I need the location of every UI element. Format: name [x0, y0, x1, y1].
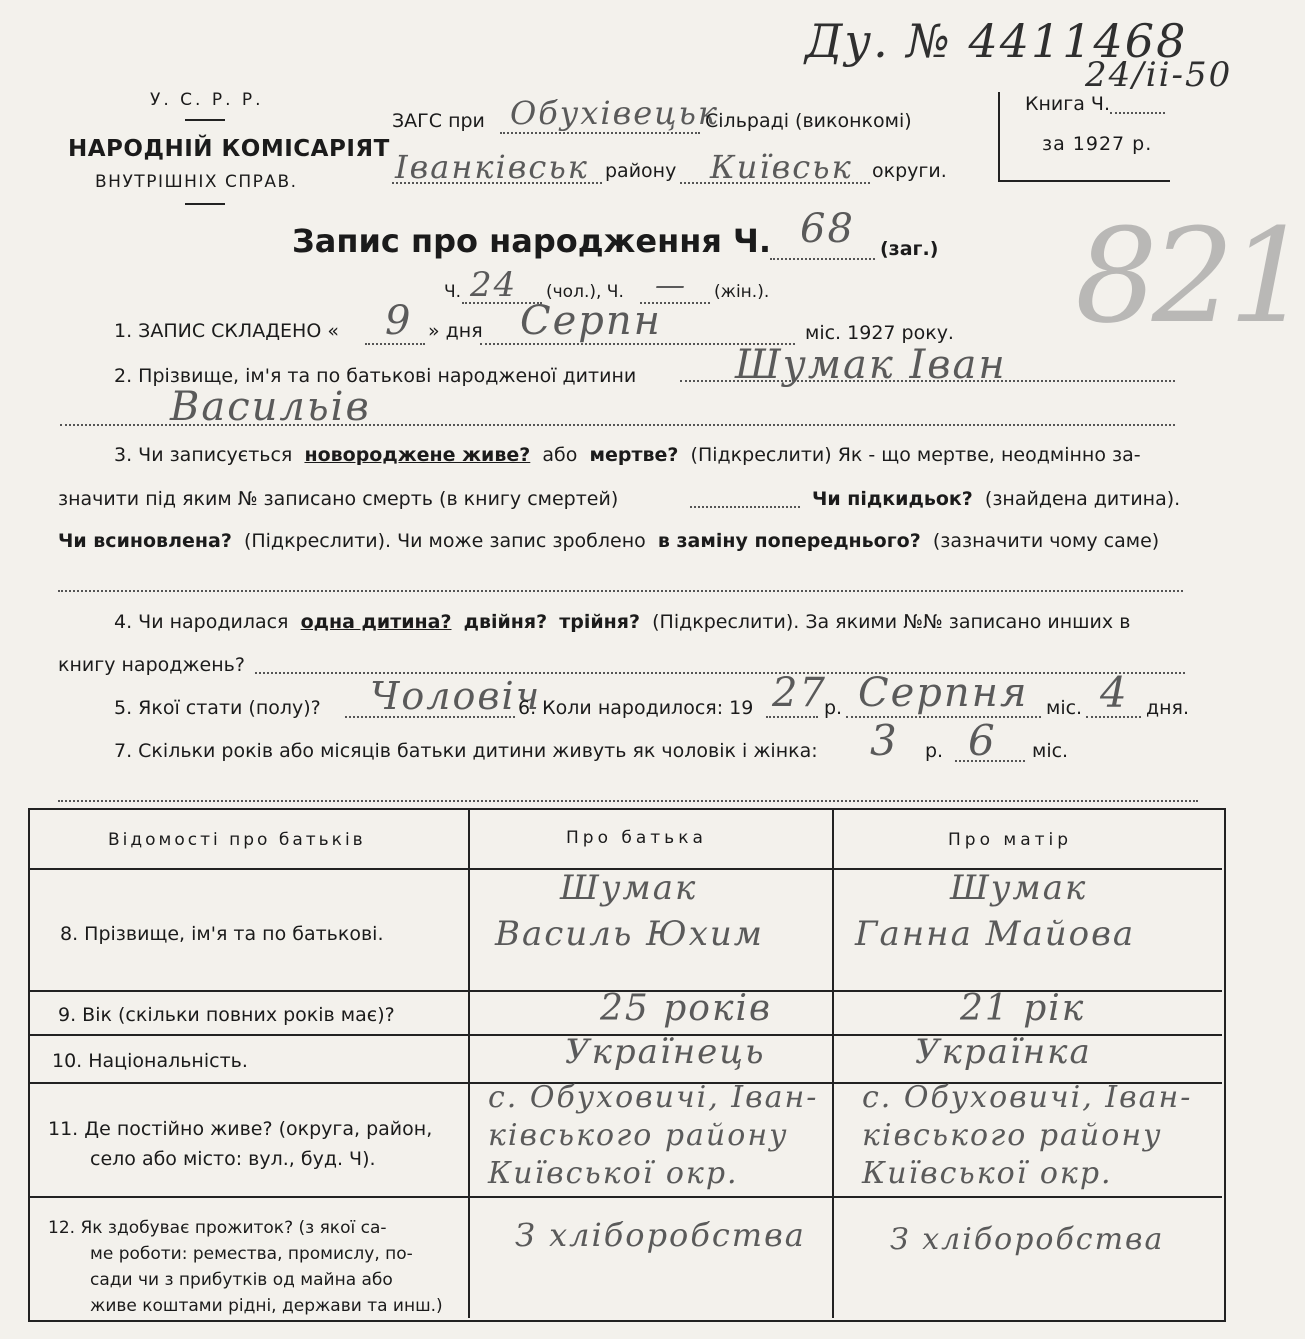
item4-q: 4. Чи народилася: [114, 611, 289, 633]
item1-year: міс. 1927 року.: [805, 322, 954, 344]
item6-label: 6. Коли народилося: 19: [518, 697, 754, 719]
mother-age-hw: 21 рік: [960, 988, 1086, 1029]
father-surname-hw: Шумак: [560, 868, 698, 908]
item3-note: (Підкреслити) Як - що мертве, неодмінно за-: [690, 444, 1141, 466]
item7-mis: міс.: [1032, 740, 1069, 762]
zags-rayon-label: району: [605, 160, 677, 182]
mother-residence-2-hw: ківського району: [862, 1118, 1163, 1153]
item1-month-hw: Серпн: [520, 298, 662, 344]
item1-day-hw: 9: [385, 298, 413, 344]
record-number-hw: 68: [800, 206, 855, 252]
item6-day-hw: 4: [1100, 668, 1129, 717]
item1-day-label: » дня: [428, 320, 483, 342]
book-year: за 1927 р.: [1042, 133, 1153, 155]
father-nationality-hw: Українець: [565, 1032, 766, 1072]
item5-label: 5. Якої стати (полу)?: [114, 697, 321, 719]
item3-death-ref: значити під яким № записано смерть (в книгу смертей): [58, 488, 619, 510]
zags-village-hw: Обухівецьк: [510, 94, 720, 132]
mother-nationality-hw: Українка: [915, 1032, 1092, 1072]
item3-or: або: [542, 444, 578, 466]
divider: [185, 203, 225, 205]
item3-found-note: (знайдена дитина).: [984, 488, 1181, 510]
row8-label: 8. Прізвище, ім'я та по батькові.: [60, 923, 384, 945]
item4-twins: двійня?: [463, 611, 548, 633]
female-label: (жін.).: [714, 282, 770, 302]
divider: [185, 119, 225, 121]
commissariat-subtitle: ВНУТРІШНІХ СПРАВ.: [95, 172, 298, 192]
zags-okruh-hw: Київськ: [710, 148, 853, 186]
row11-label-2: село або місто: вул., буд. Ч).: [90, 1148, 376, 1170]
child-patronymic-hw: Васильів: [170, 384, 371, 430]
commissariat-title: НАРОДНІЙ КОМІСАРІЯТ: [68, 136, 390, 162]
zags-prefix: ЗАГС при: [392, 110, 485, 132]
mother-residence-3-hw: Київської окр.: [862, 1156, 1113, 1191]
item4-note: (Підкреслити). За якими №№ записано инших в: [652, 611, 1131, 633]
father-residence-3-hw: Київської окр.: [488, 1156, 739, 1191]
item4-single: одна дитина?: [300, 611, 452, 633]
female-number-hw: —: [655, 268, 687, 303]
male-number-hw: 24: [470, 265, 518, 305]
row10-label: 10. Національність.: [52, 1050, 248, 1072]
item6-year-hw: 27: [772, 670, 827, 716]
item7-label: 7. Скільки років або місяців батьки дитини живуть як чоловік і жінка:: [114, 740, 818, 762]
row12-label-4: живе коштами рідні, держави та инш.): [90, 1296, 443, 1316]
zags-council-label: Сільраді (виконкомі): [705, 110, 912, 132]
father-age-hw: 25 років: [600, 988, 772, 1029]
child-name-hw: Шумак Іван: [735, 342, 1007, 388]
row11-label-1: 11. Де постійно живе? (округа, район,: [48, 1118, 433, 1140]
father-occupation-hw: З хліборобства: [515, 1216, 806, 1254]
item3-replace-q: (Підкреслити). Чи може запис зроблено: [243, 530, 646, 552]
mother-name-hw: Ганна Майова: [855, 914, 1136, 954]
zags-okruh-label: округи.: [872, 160, 947, 182]
item7-months-hw: 6: [968, 716, 997, 765]
table-header-mother: Про матір: [948, 830, 1073, 850]
row9-label: 9. Вік (скільки повних років має)?: [58, 1004, 395, 1026]
record-total-label: (заг.): [880, 238, 939, 260]
book-label: Книга Ч.: [1025, 93, 1110, 115]
item3-replace: в заміну попереднього?: [657, 530, 921, 552]
item3-alive: новороджене живе?: [304, 444, 531, 466]
item5-sex-hw: Чоловіч: [370, 674, 542, 718]
item4-triplets: трійня?: [559, 611, 641, 633]
item7-years-hw: 3: [870, 716, 899, 765]
ch-label: Ч.: [444, 282, 462, 302]
pencil-number: 821: [1075, 200, 1305, 352]
father-name-hw: Василь Юхим: [495, 914, 764, 954]
row12-label-3: сади чи з прибутків од майна або: [90, 1270, 393, 1290]
item4-book: книгу народжень?: [58, 654, 245, 676]
row12-label-1: 12. Як здобуває прожиток? (з якої са-: [48, 1218, 387, 1238]
item3-dead: мертве?: [589, 444, 679, 466]
item6-month-hw: Серпня: [858, 670, 1029, 716]
item6-dnia: дня.: [1146, 697, 1190, 719]
item3-adopted: Чи всиновлена?: [58, 530, 232, 552]
item3-q: 3. Чи записується: [114, 444, 293, 466]
republic-label: У. С. Р. Р.: [150, 90, 264, 110]
archive-number: Ду. № 4411468: [805, 14, 1188, 68]
item2-label: 2. Прізвище, ім'я та по батькові народженої дитини: [114, 365, 637, 387]
item6-r: р.: [824, 697, 843, 719]
page-title: Запис про народження Ч.: [292, 222, 772, 260]
father-residence-2-hw: ківського району: [488, 1118, 789, 1153]
mother-surname-hw: Шумак: [950, 868, 1088, 908]
mother-occupation-hw: З хліборобства: [890, 1222, 1165, 1257]
row12-label-2: ме роботи: ремества, промислу, по-: [90, 1244, 413, 1264]
male-label: (чол.), Ч.: [546, 282, 624, 302]
father-residence-1-hw: с. Обуховичі, Іван-: [488, 1080, 819, 1115]
archive-date: 24/іі-50: [1085, 55, 1233, 95]
item1-label: 1. ЗАПИС СКЛАДЕНО «: [114, 320, 339, 342]
mother-residence-1-hw: с. Обуховичі, Іван-: [862, 1080, 1193, 1115]
item7-r: р.: [925, 740, 944, 762]
item3-foundling: Чи підкидьок?: [812, 488, 973, 510]
zags-rayon-hw: Іванківськ: [395, 148, 589, 186]
item3-replace-note: (зазначити чому саме): [932, 530, 1160, 552]
table-header-father: Про батька: [566, 828, 707, 848]
item6-mis: міс.: [1046, 697, 1083, 719]
table-header-info: Відомості про батьків: [108, 830, 366, 850]
